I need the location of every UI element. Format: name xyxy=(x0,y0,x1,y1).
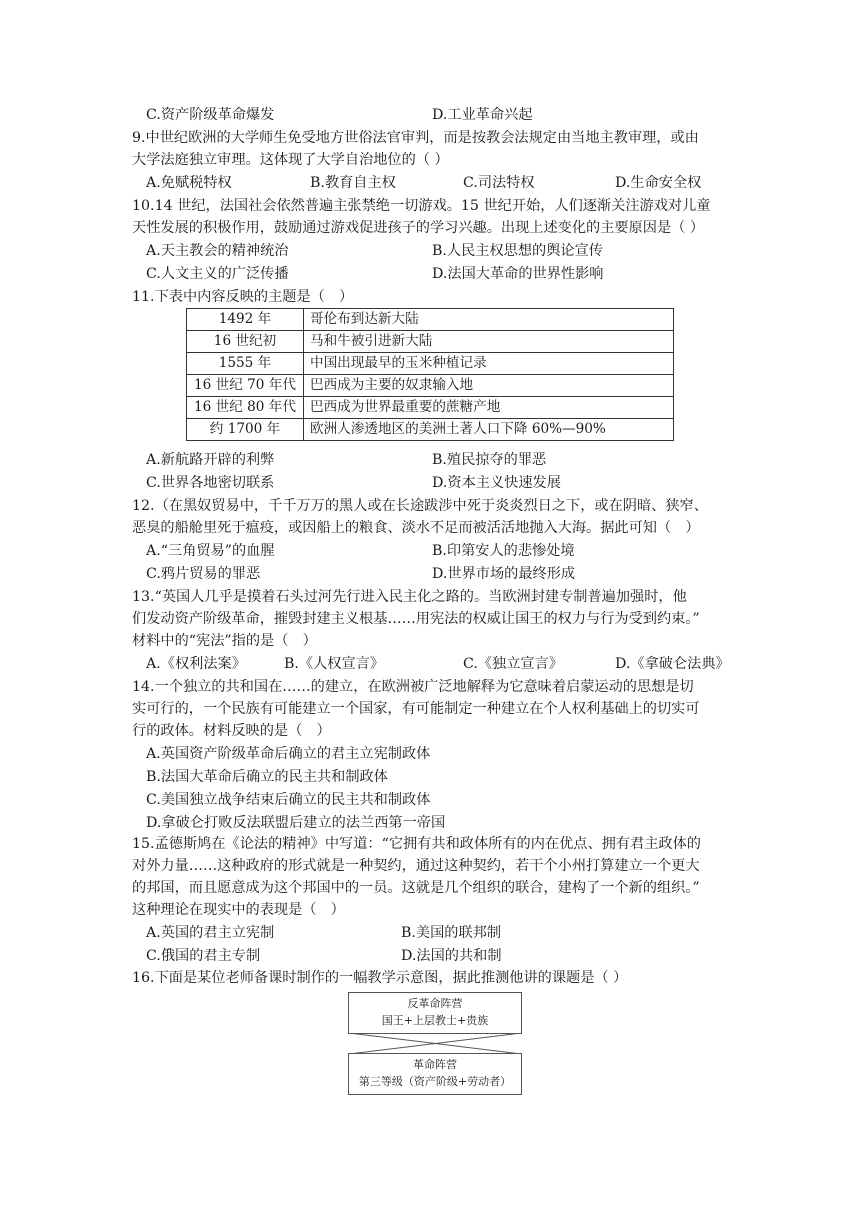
q9-option-a: A.免赋税特权 xyxy=(146,175,232,191)
q12-option-a: A.“三角贸易”的血腥 xyxy=(146,543,275,559)
q12-option-d: D.世界市场的最终形成 xyxy=(432,566,576,582)
counter-revolution-members: 国王+上层教士+贵族 xyxy=(381,1014,489,1027)
q15-option-c: C.俄国的君主专制 xyxy=(146,948,261,964)
q9-option-c: C.司法特权 xyxy=(463,175,535,191)
q11-stem: 11.下表中内容反映的主题是（ ） xyxy=(132,289,354,305)
q8-option-c: C.资产阶级革命爆发 xyxy=(146,107,275,123)
q14-stem-line3: 行的政体。材料反映的是（ ） xyxy=(132,723,331,739)
q14-option-b: B.法国大革命后确立的民主共和制政体 xyxy=(146,769,388,785)
q13-option-d: D.《拿破仑法典》 xyxy=(615,656,730,672)
table-row xyxy=(187,309,674,331)
q16-stem: 16.下面是某位老师备课时制作的一幅教学示意图，据此推测他讲的课题是（ ） xyxy=(132,970,628,986)
revolution-members: 第三等级（资产阶级+劳动者） xyxy=(358,1075,512,1088)
table-row xyxy=(187,419,674,441)
counter-revolution-title: 反革命阵营 xyxy=(407,997,463,1010)
q14-stem-line1: 14.一个独立的共和国在……的建立，在欧洲被广泛地解释为它意味着启蒙运动的思想是切 xyxy=(132,679,694,695)
q11-option-d: D.资本主义快速发展 xyxy=(432,475,561,491)
q16-diagram xyxy=(348,992,522,1094)
q12-stem-line1: 12.（在黑奴贸易中，千千万万的黑人或在长途跋涉中死于炎炎烈日之下，或在阴暗、狭窄、 xyxy=(132,498,708,514)
table-row xyxy=(187,397,674,419)
cross-connector xyxy=(348,1033,522,1054)
q11-table xyxy=(186,308,674,441)
q12-stem-line2: 恶臭的船舱里死于瘟疫，或因船上的粮食、淡水不足而被活活地抛入大海。据此可知（ ） xyxy=(132,520,700,536)
q14-option-a: A.英国资产阶级革命后确立的君主立宪制政体 xyxy=(146,746,431,762)
q15-stem-line2: 对外力量……这种政府的形式就是一种契约，通过这种契约，若干个小州打算建立一个更大 xyxy=(132,858,700,874)
table-row xyxy=(187,353,674,375)
q11-option-a: A.新航路开辟的利弊 xyxy=(146,452,275,468)
q15-option-b: B.美国的联邦制 xyxy=(401,925,502,941)
table-cell-year: 16 世纪 80 年代 xyxy=(187,397,304,419)
q10-option-a: A.天主教会的精神统治 xyxy=(146,243,289,259)
table-cell-year: 16 世纪初 xyxy=(187,331,304,353)
q15-stem-line1: 15.孟德斯鸠在《论法的精神》中写道：“它拥有共和政体所有的内在优点、拥有君主政体的 xyxy=(132,836,701,852)
table-cell-event: 欧洲人渗透地区的美洲土著人口下降 60%—90% xyxy=(304,419,674,441)
q10-stem-line1: 10.14 世纪，法国社会依然普遍主张禁绝一切游戏。15 世纪开始，人们逐渐关注游戏对儿童 xyxy=(132,198,711,214)
table-cell-year: 1555 年 xyxy=(187,353,304,375)
q13-stem-line2: 们发动资产阶级革命，摧毁封建主义根基……用宪法的权威让国王的权力与行为受到约束。” xyxy=(132,611,700,627)
q13-stem-line1: 13.“英国人几乎是摸着石头过河先行进入民主化之路的。当欧洲封建专制普遍加强时，他 xyxy=(132,589,687,605)
revolution-title: 革命阵营 xyxy=(413,1058,457,1071)
table-cell-event: 马和牛被引进新大陆 xyxy=(304,331,674,353)
q10-stem-line2: 天性发展的积极作用，鼓励通过游戏促进孩子的学习兴趣。出现上述变化的主要原因是（ ） xyxy=(132,220,705,236)
table-cell-event: 巴西成为世界最重要的蔗糖产地 xyxy=(304,397,674,419)
counter-revolution-box xyxy=(348,992,522,1034)
q13-option-a: A.《权利法案》 xyxy=(146,656,246,672)
table-cell-event: 中国出现最早的玉米种植记录 xyxy=(304,353,674,375)
q14-option-c: C.美国独立战争结束后确立的民主共和制政体 xyxy=(146,792,431,808)
q10-option-d: D.法国大革命的世界性影响 xyxy=(432,266,604,282)
q13-option-c: C.《独立宣言》 xyxy=(463,656,563,672)
q8-option-d: D.工业革命兴起 xyxy=(432,107,533,123)
q15-option-a: A.英国的君主立宪制 xyxy=(146,925,275,941)
q14-stem-line2: 实可行的，一个民族有可能建立一个国家，有可能制定一种建立在个人权利基础上的切实可 xyxy=(132,701,700,717)
q15-stem-line3: 的邦国，而且愿意成为这个邦国中的一员。这就是几个组织的联合，建构了一个新的组织。” xyxy=(132,880,700,896)
q15-option-d: D.法国的共和制 xyxy=(401,948,502,964)
table-cell-year: 1492 年 xyxy=(187,309,304,331)
q12-option-c: C.鸦片贸易的罪恶 xyxy=(146,566,261,582)
q12-option-b: B.印第安人的悲惨处境 xyxy=(432,543,575,559)
q9-stem-line2: 大学法庭独立审理。这体现了大学自治地位的（ ） xyxy=(132,152,449,168)
q9-option-d: D.生命安全权 xyxy=(615,175,702,191)
revolution-box xyxy=(348,1053,522,1095)
q9-option-b: B.教育自主权 xyxy=(310,175,396,191)
table-cell-event: 巴西成为主要的奴隶输入地 xyxy=(304,375,674,397)
table-cell-event: 哥伦布到达新大陆 xyxy=(304,309,674,331)
q10-option-b: B.人民主权思想的舆论宣传 xyxy=(432,243,603,259)
q11-option-c: C.世界各地密切联系 xyxy=(146,475,275,491)
q14-option-d: D.拿破仑打败反法联盟后建立的法兰西第一帝国 xyxy=(146,815,446,831)
q11-option-b: B.殖民掠夺的罪恶 xyxy=(432,452,547,468)
q10-option-c: C.人文主义的广泛传播 xyxy=(146,266,289,282)
q13-stem-line3: 材料中的“宪法”指的是（ ） xyxy=(132,633,317,649)
table-row xyxy=(187,375,674,397)
q15-stem-line4: 这种理论在现实中的表现是（ ） xyxy=(132,902,345,918)
q9-stem-line1: 9.中世纪欧洲的大学师生免受地方世俗法官审判，而是按教会法规定由当地主教审理，或由 xyxy=(132,130,699,146)
table-cell-year: 约 1700 年 xyxy=(187,419,304,441)
table-row xyxy=(187,331,674,353)
q13-option-b: B.《人权宣言》 xyxy=(284,656,385,672)
table-cell-year: 16 世纪 70 年代 xyxy=(187,375,304,397)
